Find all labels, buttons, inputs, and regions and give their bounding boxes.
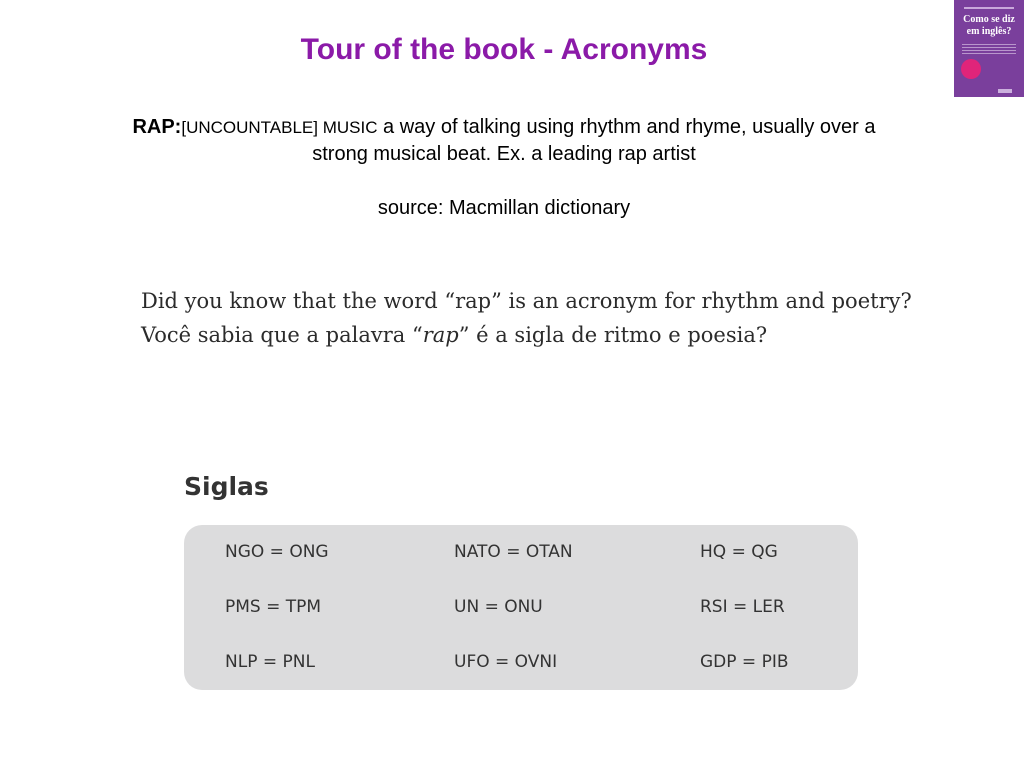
source-citation: source: Macmillan dictionary	[377, 197, 631, 219]
slide-title: Tour of the book - Acronyms	[300, 33, 708, 66]
siglas-table	[184, 525, 858, 690]
definition-text-line-1: a way of talking using rhythm and rhyme, usually over a	[377, 116, 876, 138]
cover-subtext	[962, 44, 1016, 54]
definition-term: RAP:	[132, 116, 182, 138]
sigla-item: HQ = QG	[700, 542, 778, 562]
cover-title-line-2: em inglês?	[966, 26, 1012, 37]
sigla-item: UN = ONU	[454, 597, 543, 617]
did-you-know-portuguese	[141, 318, 912, 352]
sigla-item: GDP = PIB	[700, 652, 789, 672]
cover-author-line	[964, 7, 1014, 9]
sigla-item: NGO = ONG	[225, 542, 329, 562]
sigla-item: PMS = TPM	[225, 597, 322, 617]
book-cover-image	[954, 0, 1024, 97]
siglas-heading: Siglas	[184, 472, 269, 501]
sigla-item: RSI = LER	[700, 597, 785, 617]
definition-text-line-2: strong musical beat. Ex. a leading rap artist	[312, 143, 696, 165]
cover-badge	[961, 59, 981, 79]
cover-title-line-1: Como se diz	[963, 14, 1015, 25]
did-you-know-english: Did you know that the word “rap” is an acronym for rhythm and poetry?	[141, 289, 912, 313]
portuguese-word-rap: rap	[422, 323, 459, 347]
definition-grammar: [UNCOUNTABLE] MUSIC	[181, 118, 378, 137]
sigla-item: NLP = PNL	[225, 652, 315, 672]
sigla-item: UFO = OVNI	[454, 652, 558, 672]
rap-definition	[40, 114, 968, 168]
cover-title	[954, 14, 1024, 38]
publisher-logo	[998, 89, 1012, 93]
portuguese-text-before: Você sabia que a palavra “	[141, 323, 423, 347]
portuguese-text-after: ” é a sigla de ritmo e poesia?	[458, 323, 768, 347]
did-you-know-box	[141, 284, 912, 352]
sigla-item: NATO = OTAN	[454, 542, 573, 562]
